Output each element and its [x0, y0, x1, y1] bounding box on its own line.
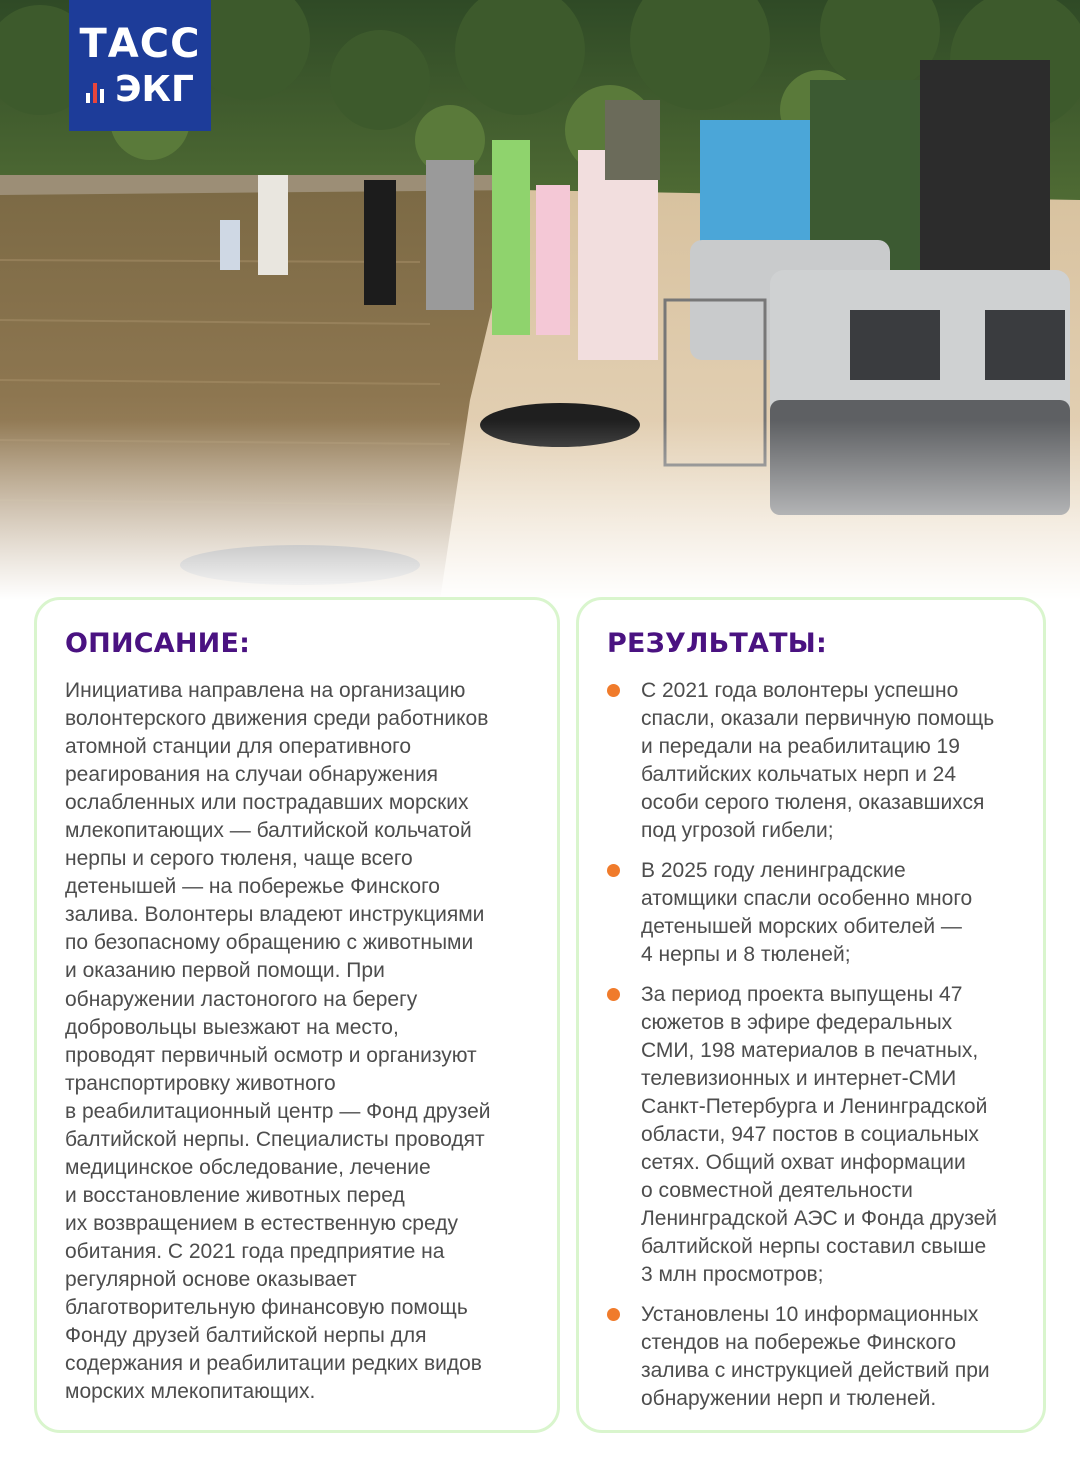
- results-heading: РЕЗУЛЬТАТЫ:: [607, 628, 827, 659]
- description-heading: ОПИСАНИЕ:: [65, 628, 251, 659]
- list-item: [605, 1301, 1041, 1413]
- description-card: [34, 597, 560, 1433]
- bullet-dot-icon: [607, 1308, 620, 1321]
- bullet-dot-icon: [607, 864, 620, 877]
- list-item: [605, 857, 1041, 969]
- tass-ekg-logo: [69, 0, 211, 131]
- description-text: Инициатива направлена на организацию волонтерского движения среди работников атомной станции для оперативного реагирования на случаи обнаружения ослабленных или пострадавших морских млекопитающих — балтийской кольчатой нерпы и серого тюленя, чаще всего детенышей — на побережье Финского залива. Волонтеры владеют инструкциями по безопасному обращению с животными и оказанию первой помощи. При обнаружении ластоногого на берегу добровольцы выезжают на место, проводят первичный осмотр и организуют транспортировку животного в реабилитационный центр — Фонд друзей балтийской нерпы. Специалисты проводят медицинское обследование, лечение и восстановление животных перед их возвращением в естественную среду обитания. С 2021 года предприятие на регулярной основе оказывает благотворительную финансовую помощь Фонду друзей балтийской нерпы для содержания и реабилитации редких видов морских млекопитающих.: [65, 679, 491, 1404]
- results-list: [605, 677, 1041, 1425]
- result-text: С 2021 года волонтеры успешно спасли, оказали первичную помощь и передали на реабилитацию 19 балтийских кольчатых нерп и 24 особи серого тюленя, оказавшихся под угрозой гибели;: [641, 679, 995, 842]
- list-item: [605, 677, 1041, 845]
- result-text: За период проекта выпущены 47 сюжетов в эфире федеральных СМИ, 198 материалов в печатных, телевизионных и интернет-СМИ Санкт-Петербурга и Ленинградской области, 947 постов в социальных сетях. Общий охват информации о совместной деятельности Ленинградской АЭС и Фонда друзей балтийской нерпы составил свыше 3 млн просмотров;: [641, 983, 998, 1286]
- logo-tass-text: ТАСС: [79, 20, 201, 67]
- list-item: [605, 981, 1041, 1289]
- bullet-dot-icon: [607, 988, 620, 1001]
- result-text: В 2025 году ленинградские атомщики спасли особенно много детенышей морских обителей — 4 нерпы и 8 тюленей;: [641, 859, 973, 966]
- result-text: Установлены 10 информационных стендов на побережье Финского залива с инструкцией действий при обнаружении нерп и тюленей.: [641, 1303, 990, 1410]
- bullet-dot-icon: [607, 684, 620, 697]
- results-card: [576, 597, 1046, 1433]
- logo-ekg-text: ЭКГ: [115, 68, 194, 110]
- bar-chart-icon: [86, 77, 107, 103]
